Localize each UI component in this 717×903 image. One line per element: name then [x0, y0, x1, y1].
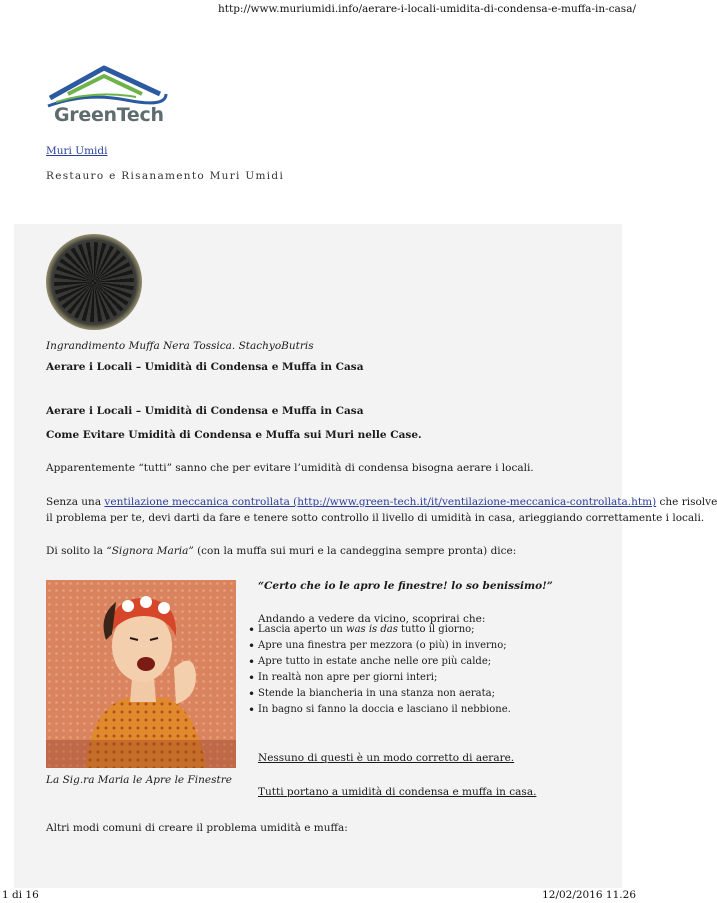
- list-item: [248, 670, 511, 686]
- paragraph-2-line-2: il problema per te, devi darti da fare e tenere sotto controllo il livello di umidità in casa, arieggiando correttamente i locali.: [46, 512, 705, 524]
- list-item-text: Apre tutto in estate anche nelle ore più calde;: [258, 656, 492, 667]
- paragraph-2-end: che risolve: [656, 496, 717, 508]
- list-intro: Andando a vedere da vicino, scoprirai che:: [258, 613, 486, 625]
- maria-quote: “Certo che io le apro le finestre! lo so benissimo!”: [258, 580, 553, 592]
- paragraph-3-end: (con la muffa sui muri e la candeggina sempre pronta) dice:: [193, 545, 517, 557]
- site-tagline: Restauro e Risanamento Muri Umidi: [46, 170, 285, 182]
- paragraph-3: [46, 544, 516, 558]
- site-name-link[interactable]: Muri Umidi: [46, 145, 108, 157]
- print-url: http://www.muriumidi.info/aerare-i-locali-umidita-di-condensa-e-muffa-in-casa/: [218, 3, 636, 15]
- woman-image-caption: La Sig.ra Maria le Apre le Finestre: [46, 774, 232, 786]
- page-counter: 1 di 16: [2, 889, 39, 901]
- paragraph-2-start: Senza una: [46, 496, 105, 508]
- paragraph-3-start: Di solito la: [46, 545, 107, 557]
- list-item: [248, 622, 511, 638]
- woman-illustration-art: [46, 580, 236, 768]
- greentech-logo[interactable]: [46, 64, 168, 128]
- article-heading: Aerare i Locali – Umidità di Condensa e Muffa in Casa: [46, 405, 364, 417]
- list-item-text: In bagno si fanno la doccia e lasciano il nebbione.: [258, 704, 511, 715]
- note-condensation: Tutti portano a umidità di condensa e muffa in casa.: [258, 786, 537, 798]
- print-datetime: 12/02/2016 11.26: [542, 889, 636, 901]
- list-item-text: In realtà non apre per giorni interi;: [258, 672, 438, 683]
- paragraph-2: [46, 495, 717, 509]
- list-item-text: Apre una finestra per mezzora (o più) in inverno;: [258, 640, 507, 651]
- logo-text: GreenTech: [54, 104, 164, 126]
- retro-woman-illustration: [46, 580, 236, 768]
- list-item-italic: was is das: [346, 624, 398, 635]
- list-item-text-end: tutto il giorno;: [397, 624, 475, 635]
- article-title: Aerare i Locali – Umidità di Condensa e Muffa in Casa: [46, 361, 364, 373]
- list-item: [248, 686, 511, 702]
- signora-maria-text: “Signora Maria”: [106, 545, 194, 557]
- paragraph-4: Altri modi comuni di creare il problema umidità e muffa:: [46, 822, 348, 834]
- mistakes-list: [248, 622, 511, 718]
- list-item-text: Lascia aperto un: [258, 624, 347, 635]
- paragraph-1: Apparentemente “tutti” sanno che per evitare l’umidità di condensa bisogna aerare i locali.: [46, 462, 534, 474]
- ventilation-link[interactable]: ventilazione meccanica controllata (http://www.green-tech.it/it/ventilazione-meccanica-controllata.htm): [104, 496, 657, 508]
- black-mold-image: [46, 234, 142, 330]
- mold-image-caption: Ingrandimento Muffa Nera Tossica. StachyoButris: [46, 340, 314, 352]
- list-item: [248, 702, 511, 718]
- list-item: [248, 638, 511, 654]
- list-item: [248, 654, 511, 670]
- article-subheading: Come Evitare Umidità di Condensa e Muffa sui Muri nelle Case.: [46, 429, 422, 441]
- list-item-text: Stende la biancheria in una stanza non aerata;: [258, 688, 495, 699]
- note-incorrect-airing: Nessuno di questi è un modo corretto di aerare.: [258, 752, 515, 764]
